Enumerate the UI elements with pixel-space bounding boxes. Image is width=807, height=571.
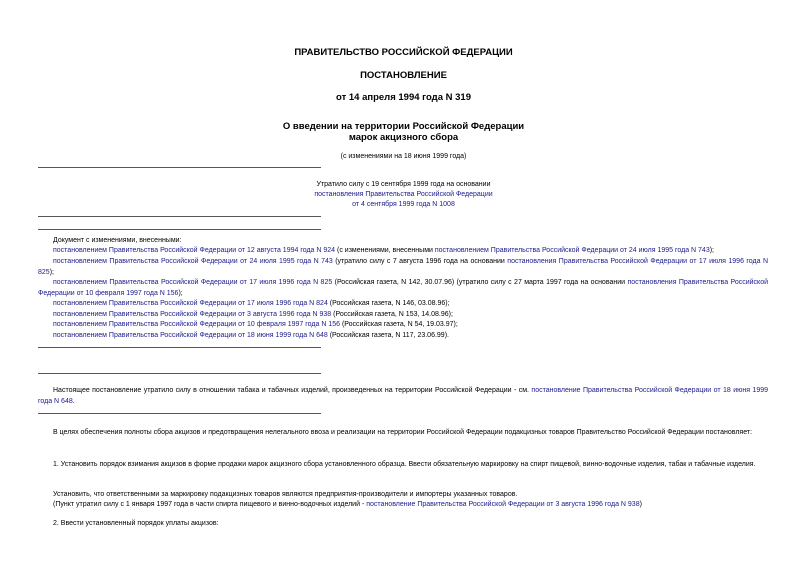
amendment-note: (Российская газета, N 146, 03.08.96); <box>327 300 450 307</box>
notice-end: . <box>72 397 75 405</box>
amendment-note: (утратило силу с 7 августа 1996 года на основании <box>332 258 508 265</box>
amendment-link[interactable]: постановления Правительства Российской Федерации от 10 февраля 1997 года N 156 <box>38 279 768 297</box>
preamble-paragraph: В целях обеспечения полноты сбора акцизов и предотвращения нелегального ввоза и реализации на территории Российской Федерации подакцизных товаров Правительство Российской Федерации постановляет: <box>53 429 753 436</box>
divider <box>38 373 321 374</box>
amendment-link[interactable]: постановлением Правительства Российской Федерации от 12 августа 1994 года N 924 <box>53 247 336 254</box>
amendment-item <box>38 310 768 321</box>
divider <box>38 413 321 414</box>
amendment-item <box>38 331 768 342</box>
lost-force-link-line2[interactable]: постановления Правительства Российской Федерации <box>314 191 493 198</box>
government-heading: ПРАВИТЕЛЬСТВО РОССИЙСКОЙ ФЕДЕРАЦИИ <box>294 47 513 58</box>
note-end: ) <box>639 501 642 508</box>
amendment-item <box>38 320 768 331</box>
amendment-note: (с изменениями, внесенными <box>335 247 435 254</box>
amendment-item <box>38 278 768 299</box>
notice-link[interactable]: постановление Правительства Российской Федерации от 18 июня 1999 года N 648 <box>38 387 768 405</box>
amendment-link[interactable]: постановления Правительства Российской Федерации от 17 июля 1996 года N 825 <box>38 258 769 276</box>
amendment-item <box>38 299 768 310</box>
clause-2-paragraph: 2. Ввести установленный порядок уплаты акцизов: <box>53 520 219 527</box>
amendment-note: ); <box>49 268 54 276</box>
document-title-line1: О введении на территории Российской Федерации <box>282 121 525 132</box>
amendment-item <box>38 257 768 278</box>
amendment-link[interactable]: постановлением Правительства Российской Федерации от 17 июля 1996 года N 824 <box>53 300 328 307</box>
amendment-note: ); <box>178 289 183 297</box>
amendment-link[interactable]: постановлением Правительства Российской Федерации от 24 июля 1995 года N 743 <box>53 258 333 265</box>
note-link[interactable]: постановление Правительства Российской Федерации от 3 августа 1996 года N 938 <box>366 501 640 508</box>
amendment-link[interactable]: постановлением Правительства Российской Федерации от 10 февраля 1997 года N 156 <box>53 321 340 328</box>
notice-paragraph <box>38 386 768 407</box>
amendment-note: (Российская газета, N 153, 14.08.96); <box>331 311 453 318</box>
amendments-intro: Документ с изменениями, внесенными: <box>53 237 182 244</box>
document-date-number: от 14 апреля 1994 года N 319 <box>336 92 471 103</box>
amendment-note: (Российская газета, N 117, 23.06.99). <box>327 332 449 339</box>
lost-force-link-line3[interactable]: от 4 сентября 1999 года N 1008 <box>352 201 455 208</box>
amendment-note: (Российская газета, N 142, 30.07.96) (утратило силу с 27 марта 1997 года на основании <box>332 279 628 286</box>
clause-1-lost-force-note <box>38 500 768 511</box>
amendment-link[interactable]: постановлением Правительства Российской Федерации от 17 июля 1996 года N 825 <box>53 279 333 286</box>
amendment-link[interactable]: постановлением Правительства Российской Федерации от 18 июня 1999 года N 648 <box>53 332 328 339</box>
amendment-item <box>38 246 768 257</box>
amendment-link[interactable]: постановлением Правительства Российской Федерации от 3 августа 1996 года N 938 <box>53 311 332 318</box>
note-text: (Пункт утратил силу с 1 января 1997 года в части спирта пищевого и винно-водочных изделий - <box>53 501 367 508</box>
amended-note: (с изменениями на 18 июня 1999 года) <box>340 153 467 160</box>
document-title-line2: марок акцизного сбора <box>348 132 459 143</box>
divider <box>38 216 321 217</box>
amendment-note: (Российская газета, N 54, 19.03.97); <box>340 321 458 328</box>
document-type: ПОСТАНОВЛЕНИЕ <box>360 70 447 81</box>
clause-1-responsibility: Установить, что ответственными за маркировку подакцизных товаров являются предприятия-производители и импортеры указанных товаров. <box>53 491 518 498</box>
amendment-link[interactable]: постановлением Правительства Российской Федерации от 24 июля 1995 года N 743 <box>434 247 710 254</box>
clause-1-paragraph: 1. Установить порядок взимания акцизов в форме продажи марок акцизного сбора установленного образца. Ввести обязательную маркировку на спирт пищевой, винно-водочные изделия, табак и табачные изделия. <box>53 461 756 468</box>
lost-force-line1: Утратило силу с 19 сентября 1999 года на основании <box>316 181 491 188</box>
notice-text: Настоящее постановление утратило силу в отношении табака и табачных изделий, произведенных на территории Российской Федерации - см. <box>53 387 532 394</box>
amendment-note: ); <box>709 247 714 254</box>
divider <box>38 167 321 168</box>
divider <box>38 229 321 230</box>
divider <box>38 347 321 348</box>
